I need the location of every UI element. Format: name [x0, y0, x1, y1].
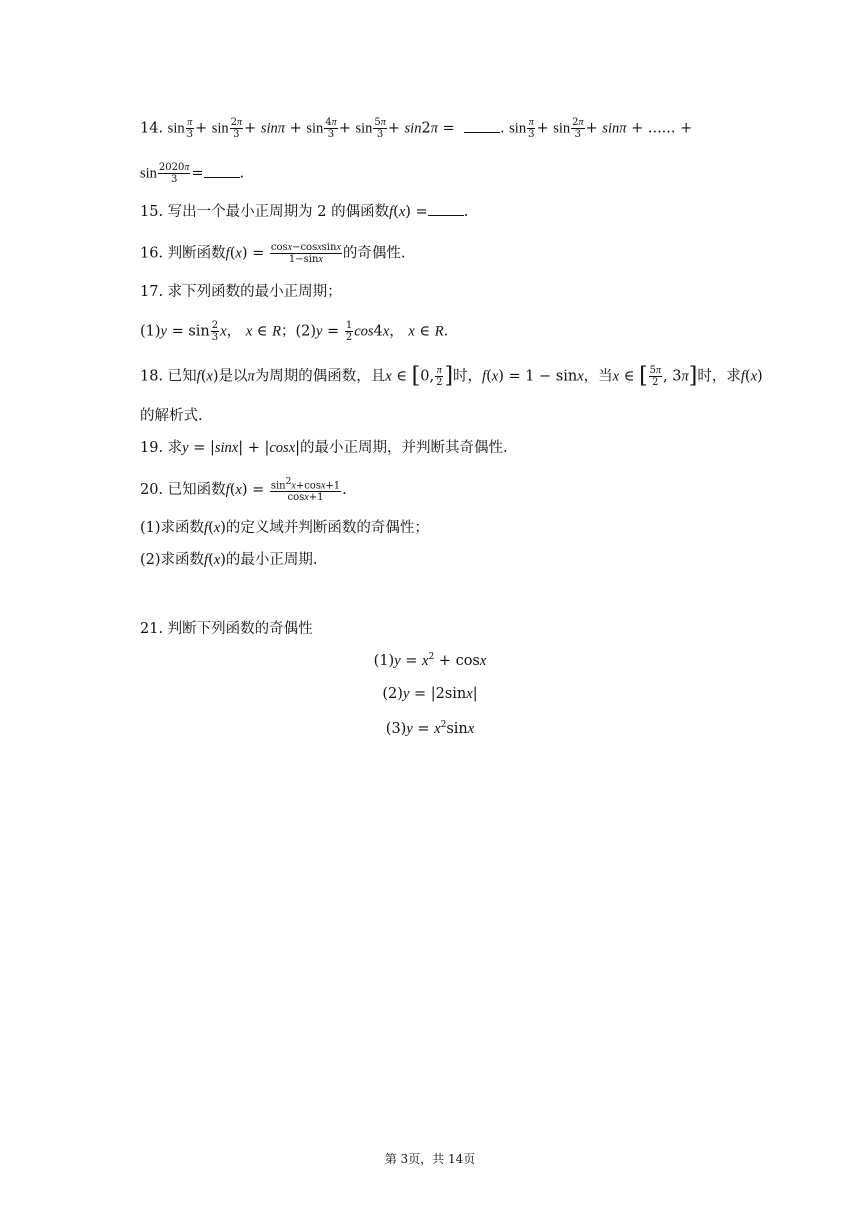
question-20-part2: (2)求函数f(x)的最小正周期. — [140, 552, 318, 568]
answer-blank — [204, 165, 240, 178]
question-18-line2: 的解析式. — [140, 408, 203, 424]
question-18-line1: 18. 已知f(x)是以π为周期的偶函数，且x ∈ [0, $\frac{\pi}{2}$ ]时，f(x) = 1 − sinx，当x ∈ [ $\frac{5\pi}{2}$ , 3π]时，求f(x) — [140, 363, 763, 389]
question-21-item-2: (2)y = |2sinx| — [382, 686, 478, 702]
question-20-part1: (1)求函数f(x)的定义域并判断函数的奇偶性； — [140, 520, 429, 536]
answer-blank — [464, 120, 500, 133]
question-20: 20. 已知函数f(x) = $\frac{\sin^2x+\cos x+1}{\cos x+1}$ . — [140, 477, 347, 504]
question-21: 21. 判断下列函数的奇偶性 — [140, 621, 313, 637]
question-17-parts: (1)y = sin $\frac{2}{3}$ x， x ∈ R；(2)y = $\frac{1}{2}$ cos4x， x ∈ R. — [140, 320, 449, 343]
question-17: 17. 求下列函数的最小正周期； — [140, 284, 342, 300]
question-21-item-1: $(1)y = x^2 + \cos x$ — [373, 652, 487, 669]
question-21-text: 判断下列函数的奇偶性 — [167, 621, 313, 637]
question-16: 16. 判断函数f(x) = $\frac{\text{cosx−cosxsinx}}{1-\sin x}$ 的奇偶性. — [140, 242, 406, 265]
question-15-text: 写出一个最小正周期为 2 的偶函数 — [167, 204, 390, 220]
question-16-text: 判断函数 — [167, 245, 226, 262]
question-21-item-3: $(3)y = x^2\sin x$ — [385, 720, 475, 737]
question-15: 15. 写出一个最小正周期为 2 的偶函数f(x) = . — [140, 204, 469, 220]
question-19: 19. 求y = |sinx| + |cosx|的最小正周期，并判断其奇偶性. — [140, 440, 508, 456]
answer-blank — [428, 203, 464, 216]
page-footer: 第 3页，共 14页 — [384, 1152, 476, 1166]
question-17-text: 求下列函数的最小正周期； — [167, 284, 342, 300]
question-14-line2: sin $\frac{2020\pi}{3}$ = . — [140, 162, 245, 185]
question-16-tail: 的奇偶性. — [342, 245, 406, 262]
question-14-line1: 14. sin $\frac{\pi}{3}$ + sin $\frac{2\pi}{3}$ + sinπ + sin $\frac{4\pi}{3}$ + sin $\frac{5\pi}{3}$ + sin2π = . sin $\frac{\pi}{3}$ + sin $\frac{2\pi}{3}$ + sinπ + ...... + — [140, 117, 693, 140]
question-14-number: 14. — [140, 120, 164, 137]
question-19-tail: 的最小正周期，并判断其奇偶性. — [300, 440, 508, 456]
